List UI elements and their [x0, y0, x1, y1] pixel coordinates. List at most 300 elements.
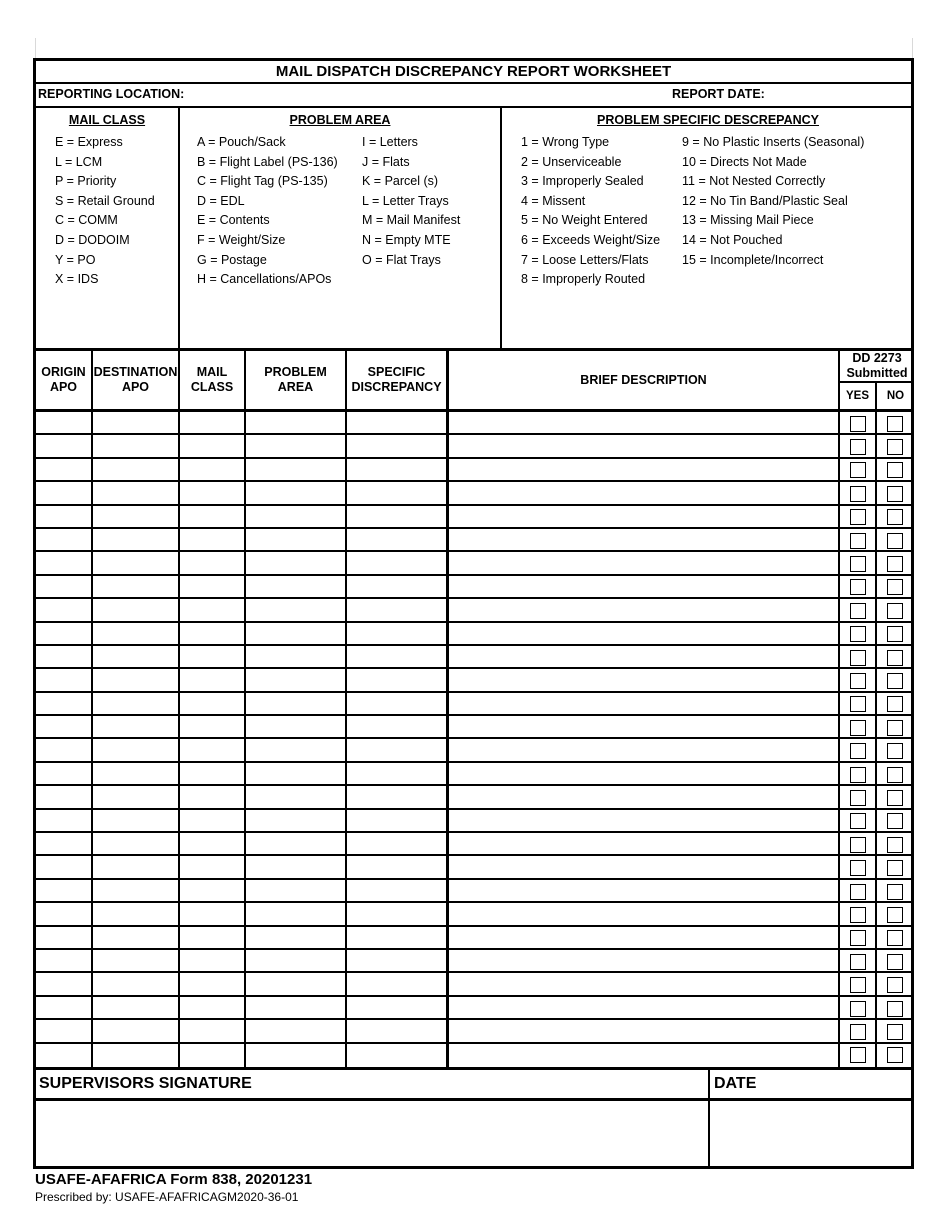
- mail-class-field[interactable]: [180, 786, 244, 807]
- no-checkbox[interactable]: [887, 720, 903, 736]
- origin-apo-field[interactable]: [36, 763, 91, 784]
- origin-apo-field[interactable]: [36, 1020, 91, 1041]
- problem-area-field[interactable]: [246, 903, 345, 924]
- brief-description-field[interactable]: [449, 833, 838, 854]
- destination-apo-field[interactable]: [93, 856, 178, 877]
- destination-apo-field[interactable]: [93, 599, 178, 620]
- origin-apo-field[interactable]: [36, 435, 91, 456]
- origin-apo-field[interactable]: [36, 786, 91, 807]
- brief-description-field[interactable]: [449, 973, 838, 994]
- origin-apo-field[interactable]: [36, 903, 91, 924]
- problem-area-field[interactable]: [246, 459, 345, 480]
- mail-class-field[interactable]: [180, 763, 244, 784]
- form-title: MAIL DISPATCH DISCREPANCY REPORT WORKSHEET: [275, 63, 672, 80]
- specific-discrepancy-field[interactable]: [347, 1044, 446, 1065]
- brief-description-field[interactable]: [449, 623, 838, 644]
- destination-apo-field[interactable]: [93, 1020, 178, 1041]
- yes-checkbox[interactable]: [850, 1024, 866, 1040]
- specific-discrepancy-field[interactable]: [347, 997, 446, 1018]
- mail-class-field[interactable]: [180, 833, 244, 854]
- table-row: [36, 669, 914, 692]
- origin-apo-field[interactable]: [36, 997, 91, 1018]
- destination-apo-field[interactable]: [93, 576, 178, 597]
- problem-area-field[interactable]: [246, 880, 345, 901]
- problem-area-field[interactable]: [246, 833, 345, 854]
- discrepancy-form: [33, 58, 914, 1169]
- yes-checkbox[interactable]: [850, 1001, 866, 1017]
- yes-checkbox[interactable]: [850, 696, 866, 712]
- destination-apo-field[interactable]: [93, 763, 178, 784]
- specific-discrepancy-code: 12 = No Tin Band/Plastic Seal: [682, 193, 848, 208]
- destination-apo-field[interactable]: [93, 1044, 178, 1065]
- problem-area-code: L = Letter Trays: [362, 193, 449, 208]
- supervisor-signature-field[interactable]: [38, 1102, 705, 1168]
- col-brief-description-label: BRIEF DESCRIPTION: [580, 372, 707, 387]
- col-specific-line2: DISCREPANCY: [351, 380, 442, 394]
- yes-checkbox[interactable]: [850, 977, 866, 993]
- brief-description-field[interactable]: [449, 693, 838, 714]
- mail-class-field[interactable]: [180, 693, 244, 714]
- specific-discrepancy-field[interactable]: [347, 552, 446, 573]
- no-checkbox[interactable]: [887, 509, 903, 525]
- table-row: [36, 646, 914, 669]
- specific-discrepancy-field[interactable]: [347, 599, 446, 620]
- table-row: [36, 856, 914, 879]
- form-number: USAFE-AFAFRICA Form 838, 20201231: [35, 1171, 313, 1188]
- brief-description-field[interactable]: [449, 1020, 838, 1041]
- specific-discrepancy-field[interactable]: [347, 973, 446, 994]
- problem-area-field[interactable]: [246, 950, 345, 971]
- no-checkbox[interactable]: [887, 813, 903, 829]
- mail-class-field[interactable]: [180, 576, 244, 597]
- table-row: [36, 459, 914, 482]
- no-checkbox[interactable]: [887, 907, 903, 923]
- destination-apo-field[interactable]: [93, 646, 178, 667]
- destination-apo-field[interactable]: [93, 506, 178, 527]
- table-row: [36, 693, 914, 716]
- table-row: [36, 973, 914, 996]
- mail-class-field[interactable]: [180, 529, 244, 550]
- brief-description-field[interactable]: [449, 786, 838, 807]
- specific-discrepancy-field[interactable]: [347, 669, 446, 690]
- destination-apo-field[interactable]: [93, 740, 178, 761]
- problem-area-field[interactable]: [246, 599, 345, 620]
- brief-description-field[interactable]: [449, 740, 838, 761]
- mail-class-field[interactable]: [180, 1044, 244, 1065]
- col-dd2273-submitted: [840, 351, 914, 381]
- table-row: [36, 997, 914, 1020]
- table-row: [36, 810, 914, 833]
- divider: [91, 351, 93, 1067]
- no-checkbox[interactable]: [887, 1047, 903, 1063]
- destination-apo-field[interactable]: [93, 482, 178, 503]
- yes-checkbox[interactable]: [850, 486, 866, 502]
- specific-discrepancy-code: 15 = Incomplete/Incorrect: [682, 252, 824, 267]
- yes-checkbox[interactable]: [850, 743, 866, 759]
- destination-apo-field[interactable]: [93, 435, 178, 456]
- brief-description-field[interactable]: [449, 599, 838, 620]
- brief-description-field[interactable]: [449, 576, 838, 597]
- yes-checkbox[interactable]: [850, 579, 866, 595]
- mail-class-field[interactable]: [180, 880, 244, 901]
- mail-class-field[interactable]: [180, 950, 244, 971]
- yes-checkbox[interactable]: [850, 720, 866, 736]
- no-checkbox[interactable]: [887, 860, 903, 876]
- destination-apo-field[interactable]: [93, 903, 178, 924]
- problem-area-field[interactable]: [246, 435, 345, 456]
- specific-discrepancy-field[interactable]: [347, 810, 446, 831]
- yes-checkbox[interactable]: [850, 790, 866, 806]
- no-checkbox[interactable]: [887, 1024, 903, 1040]
- destination-apo-field[interactable]: [93, 997, 178, 1018]
- page-edge-left: [35, 38, 36, 58]
- divider: [446, 351, 449, 1067]
- yes-checkbox[interactable]: [850, 884, 866, 900]
- specific-discrepancy-field[interactable]: [347, 903, 446, 924]
- mail-class-legend: [55, 133, 155, 290]
- specific-discrepancy-code: 4 = Missent: [521, 193, 586, 208]
- mail-class-field[interactable]: [180, 927, 244, 948]
- mail-class-field[interactable]: [180, 856, 244, 877]
- no-checkbox[interactable]: [887, 977, 903, 993]
- mail-class-field[interactable]: [180, 599, 244, 620]
- specific-discrepancy-field[interactable]: [347, 459, 446, 480]
- brief-description-field[interactable]: [449, 669, 838, 690]
- destination-apo-field[interactable]: [93, 880, 178, 901]
- specific-discrepancy-field[interactable]: [347, 740, 446, 761]
- no-checkbox[interactable]: [887, 650, 903, 666]
- destination-apo-field[interactable]: [93, 833, 178, 854]
- specific-discrepancy-field[interactable]: [347, 646, 446, 667]
- problem-area-code: E = Contents: [197, 213, 270, 228]
- no-checkbox[interactable]: [887, 696, 903, 712]
- table-row: [36, 576, 914, 599]
- destination-apo-field[interactable]: [93, 716, 178, 737]
- origin-apo-field[interactable]: [36, 973, 91, 994]
- no-checkbox[interactable]: [887, 837, 903, 853]
- no-checkbox[interactable]: [887, 1001, 903, 1017]
- date-label: DATE: [714, 1075, 757, 1092]
- no-checkbox[interactable]: [887, 743, 903, 759]
- specific-discrepancy-field[interactable]: [347, 716, 446, 737]
- brief-description-field[interactable]: [449, 716, 838, 737]
- specific-discrepancy-field[interactable]: [347, 435, 446, 456]
- no-checkbox[interactable]: [887, 954, 903, 970]
- destination-apo-field[interactable]: [93, 529, 178, 550]
- problem-area-field[interactable]: [246, 669, 345, 690]
- mail-class-field[interactable]: [180, 646, 244, 667]
- no-checkbox[interactable]: [887, 439, 903, 455]
- mail-class-field[interactable]: [180, 740, 244, 761]
- origin-apo-field[interactable]: [36, 646, 91, 667]
- problem-area-code: O = Flat Trays: [362, 252, 441, 267]
- destination-apo-field[interactable]: [93, 927, 178, 948]
- specific-discrepancy-field[interactable]: [347, 950, 446, 971]
- table-row: [36, 950, 914, 973]
- brief-description-field[interactable]: [449, 482, 838, 503]
- origin-apo-field[interactable]: [36, 552, 91, 573]
- destination-apo-field[interactable]: [93, 623, 178, 644]
- mail-class-code: C = COMM: [55, 213, 118, 228]
- mail-class-field[interactable]: [180, 716, 244, 737]
- specific-discrepancy-field[interactable]: [347, 786, 446, 807]
- divider: [36, 82, 911, 84]
- problem-area-field[interactable]: [246, 646, 345, 667]
- destination-apo-field[interactable]: [93, 810, 178, 831]
- origin-apo-field[interactable]: [36, 599, 91, 620]
- origin-apo-field[interactable]: [36, 669, 91, 690]
- no-checkbox[interactable]: [887, 579, 903, 595]
- specific-discrepancy-code: 6 = Exceeds Weight/Size: [521, 232, 661, 247]
- yes-checkbox[interactable]: [850, 767, 866, 783]
- mail-class-field[interactable]: [180, 810, 244, 831]
- divider: [36, 1098, 911, 1101]
- col-origin-line1: ORIGIN: [41, 365, 86, 379]
- brief-description-field[interactable]: [449, 552, 838, 573]
- mail-class-field[interactable]: [180, 903, 244, 924]
- yes-checkbox[interactable]: [850, 556, 866, 572]
- mail-class-field[interactable]: [180, 997, 244, 1018]
- brief-description-field[interactable]: [449, 646, 838, 667]
- origin-apo-field[interactable]: [36, 716, 91, 737]
- problem-area-field[interactable]: [246, 1044, 345, 1065]
- problem-area-heading: PROBLEM AREA: [289, 113, 391, 127]
- yes-checkbox[interactable]: [850, 1047, 866, 1063]
- no-checkbox[interactable]: [887, 626, 903, 642]
- destination-apo-field[interactable]: [93, 973, 178, 994]
- reporting-location-field[interactable]: [196, 85, 666, 105]
- problem-area-field[interactable]: [246, 693, 345, 714]
- origin-apo-field[interactable]: [36, 482, 91, 503]
- no-checkbox[interactable]: [887, 486, 903, 502]
- problem-area-field[interactable]: [246, 856, 345, 877]
- destination-apo-field[interactable]: [93, 459, 178, 480]
- no-checkbox[interactable]: [887, 533, 903, 549]
- problem-area-field[interactable]: [246, 740, 345, 761]
- brief-description-field[interactable]: [449, 435, 838, 456]
- brief-description-field[interactable]: [449, 927, 838, 948]
- table-row: [36, 786, 914, 809]
- destination-apo-field[interactable]: [93, 950, 178, 971]
- brief-description-field[interactable]: [449, 1044, 838, 1065]
- specific-discrepancy-field[interactable]: [347, 856, 446, 877]
- brief-description-field[interactable]: [449, 529, 838, 550]
- brief-description-field[interactable]: [449, 412, 838, 433]
- specific-discrepancy-legend-col1: [521, 133, 660, 290]
- mail-class-field[interactable]: [180, 973, 244, 994]
- specific-discrepancy-field[interactable]: [347, 623, 446, 644]
- divider: [178, 351, 180, 1067]
- mail-class-code: P = Priority: [55, 174, 117, 189]
- problem-area-field[interactable]: [246, 810, 345, 831]
- specific-discrepancy-field[interactable]: [347, 927, 446, 948]
- brief-description-field[interactable]: [449, 950, 838, 971]
- col-yes: YES: [845, 389, 869, 402]
- yes-checkbox[interactable]: [850, 533, 866, 549]
- col-brief-description: [449, 351, 838, 409]
- yes-checkbox[interactable]: [850, 509, 866, 525]
- yes-checkbox[interactable]: [850, 930, 866, 946]
- mail-class-field[interactable]: [180, 669, 244, 690]
- problem-area-field[interactable]: [246, 1020, 345, 1041]
- yes-checkbox[interactable]: [850, 416, 866, 432]
- problem-area-field[interactable]: [246, 786, 345, 807]
- reporting-location-label: REPORTING LOCATION:: [38, 87, 185, 101]
- origin-apo-field[interactable]: [36, 506, 91, 527]
- specific-discrepancy-field[interactable]: [347, 506, 446, 527]
- problem-area-field[interactable]: [246, 506, 345, 527]
- specific-discrepancy-code: 7 = Loose Letters/Flats: [521, 252, 649, 267]
- problem-area-field[interactable]: [246, 552, 345, 573]
- no-checkbox[interactable]: [887, 790, 903, 806]
- problem-area-code: J = Flats: [362, 154, 410, 169]
- col-mail-class-line2: CLASS: [190, 380, 234, 394]
- problem-area-field[interactable]: [246, 763, 345, 784]
- problem-area-code: M = Mail Manifest: [362, 213, 461, 228]
- table-row: [36, 903, 914, 926]
- yes-checkbox[interactable]: [850, 954, 866, 970]
- brief-description-field[interactable]: [449, 903, 838, 924]
- destination-apo-field[interactable]: [93, 693, 178, 714]
- divider: [36, 1067, 911, 1070]
- origin-apo-field[interactable]: [36, 740, 91, 761]
- mail-class-code: D = DODOIM: [55, 232, 130, 247]
- problem-area-code: C = Flight Tag (PS-135): [197, 174, 328, 189]
- divider: [500, 107, 502, 349]
- mail-class-field[interactable]: [180, 506, 244, 527]
- brief-description-field[interactable]: [449, 506, 838, 527]
- problem-area-field[interactable]: [246, 973, 345, 994]
- specific-discrepancy-code: 10 = Directs Not Made: [682, 154, 807, 169]
- specific-discrepancy-field[interactable]: [347, 576, 446, 597]
- table-row: [36, 880, 914, 903]
- report-date-field[interactable]: [771, 85, 911, 105]
- yes-checkbox[interactable]: [850, 907, 866, 923]
- brief-description-field[interactable]: [449, 459, 838, 480]
- no-checkbox[interactable]: [887, 462, 903, 478]
- yes-checkbox[interactable]: [850, 439, 866, 455]
- discrepancy-table-body: [36, 412, 914, 1067]
- table-row: [36, 599, 914, 622]
- no-checkbox[interactable]: [887, 556, 903, 572]
- origin-apo-field[interactable]: [36, 576, 91, 597]
- no-checkbox[interactable]: [887, 884, 903, 900]
- signature-date-field[interactable]: [711, 1102, 912, 1168]
- brief-description-field[interactable]: [449, 880, 838, 901]
- problem-area-field[interactable]: [246, 927, 345, 948]
- specific-discrepancy-field[interactable]: [347, 693, 446, 714]
- origin-apo-field[interactable]: [36, 623, 91, 644]
- destination-apo-field[interactable]: [93, 786, 178, 807]
- specific-discrepancy-heading: PROBLEM SPECIFIC DESCREPANCY: [596, 113, 819, 127]
- yes-checkbox[interactable]: [850, 813, 866, 829]
- problem-area-field[interactable]: [246, 576, 345, 597]
- problem-area-code: G = Postage: [197, 252, 267, 267]
- yes-checkbox[interactable]: [850, 603, 866, 619]
- divider: [36, 106, 911, 108]
- mail-class-field[interactable]: [180, 459, 244, 480]
- specific-discrepancy-field[interactable]: [347, 482, 446, 503]
- no-checkbox[interactable]: [887, 673, 903, 689]
- origin-apo-field[interactable]: [36, 529, 91, 550]
- table-row: [36, 763, 914, 786]
- problem-area-code: A = Pouch/Sack: [197, 135, 286, 149]
- no-checkbox[interactable]: [887, 416, 903, 432]
- problem-area-field[interactable]: [246, 529, 345, 550]
- destination-apo-field[interactable]: [93, 669, 178, 690]
- mail-class-field[interactable]: [180, 482, 244, 503]
- mail-class-field[interactable]: [180, 435, 244, 456]
- specific-discrepancy-field[interactable]: [347, 1020, 446, 1041]
- col-destination-line2: APO: [121, 380, 150, 394]
- col-mail-class: [180, 351, 244, 409]
- yes-checkbox[interactable]: [850, 650, 866, 666]
- origin-apo-field[interactable]: [36, 412, 91, 433]
- origin-apo-field[interactable]: [36, 927, 91, 948]
- problem-area-code: D = EDL: [197, 193, 245, 208]
- destination-apo-field[interactable]: [93, 412, 178, 433]
- yes-checkbox[interactable]: [850, 837, 866, 853]
- problem-area-field[interactable]: [246, 482, 345, 503]
- destination-apo-field[interactable]: [93, 552, 178, 573]
- mail-class-code: S = Retail Ground: [55, 193, 155, 208]
- yes-checkbox[interactable]: [850, 626, 866, 642]
- brief-description-field[interactable]: [449, 810, 838, 831]
- table-row: [36, 623, 914, 646]
- specific-discrepancy-field[interactable]: [347, 763, 446, 784]
- problem-area-field[interactable]: [246, 623, 345, 644]
- origin-apo-field[interactable]: [36, 459, 91, 480]
- problem-area-code: K = Parcel (s): [362, 174, 439, 189]
- specific-discrepancy-field[interactable]: [347, 833, 446, 854]
- problem-area-field[interactable]: [246, 997, 345, 1018]
- specific-discrepancy-code: 11 = Not Nested Correctly: [682, 174, 826, 189]
- brief-description-field[interactable]: [449, 997, 838, 1018]
- col-origin-apo: [36, 351, 91, 409]
- mail-class-field[interactable]: [180, 412, 244, 433]
- no-checkbox[interactable]: [887, 930, 903, 946]
- origin-apo-field[interactable]: [36, 1044, 91, 1065]
- origin-apo-field[interactable]: [36, 810, 91, 831]
- yes-checkbox[interactable]: [850, 860, 866, 876]
- table-row: [36, 927, 914, 950]
- problem-area-field[interactable]: [246, 716, 345, 737]
- origin-apo-field[interactable]: [36, 880, 91, 901]
- mail-class-code: Y = PO: [55, 252, 96, 267]
- brief-description-field[interactable]: [449, 763, 838, 784]
- mail-class-field[interactable]: [180, 552, 244, 573]
- problem-area-field[interactable]: [246, 412, 345, 433]
- origin-apo-field[interactable]: [36, 950, 91, 971]
- mail-class-field[interactable]: [180, 1020, 244, 1041]
- specific-discrepancy-code: 8 = Improperly Routed: [521, 272, 646, 287]
- specific-discrepancy-field[interactable]: [347, 412, 446, 433]
- yes-checkbox[interactable]: [850, 673, 866, 689]
- no-checkbox[interactable]: [887, 767, 903, 783]
- origin-apo-field[interactable]: [36, 833, 91, 854]
- no-checkbox[interactable]: [887, 603, 903, 619]
- brief-description-field[interactable]: [449, 856, 838, 877]
- specific-discrepancy-code: 14 = Not Pouched: [682, 232, 783, 247]
- specific-discrepancy-field[interactable]: [347, 529, 446, 550]
- specific-discrepancy-field[interactable]: [347, 880, 446, 901]
- mail-class-field[interactable]: [180, 623, 244, 644]
- divider: [178, 107, 180, 349]
- yes-checkbox[interactable]: [850, 462, 866, 478]
- mail-class-code: X = IDS: [55, 272, 99, 287]
- origin-apo-field[interactable]: [36, 856, 91, 877]
- origin-apo-field[interactable]: [36, 693, 91, 714]
